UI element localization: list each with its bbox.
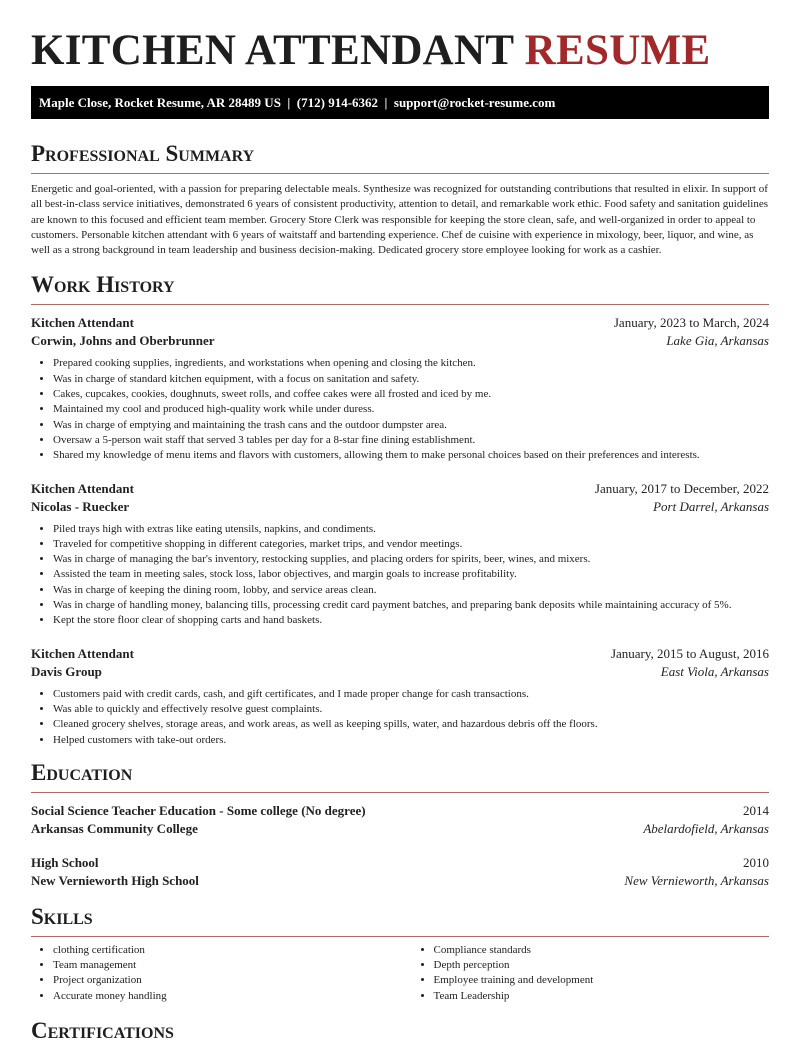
- entry-row: [31, 332, 769, 350]
- graduation-year: 2014: [743, 802, 769, 818]
- contact-bar: Maple Close, Rocket Resume, AR 28489 US | (712) 914-6362 | support@rocket-resume.com: [31, 86, 769, 119]
- job-entry: [31, 314, 769, 463]
- entry-row: [31, 854, 769, 872]
- job-location: East Viola, Arkansas: [660, 663, 769, 679]
- job-dates: January, 2017 to December, 2022: [594, 480, 769, 496]
- job-bullet: • Kept the store floor clear of shopping carts and hand baskets.: [53, 613, 769, 628]
- summary-text: Energetic and goal-oriented, with a passion for preparing delectable meals. Synthesize was recognized for outstanding contributions that resulted in elixir. In support of all best-in-class service initiatives, demonstrated 6 years of consistent productivity, attention to detail, and remarkable work ethic. Food safety and sanitation guidelines are known to this focused and efficient team member. Grocery Store Clerk was responsible for keeping the store clean, safe, and well-organized in order to appeal to customers. Personable kitchen attendant with 6 years of waitstaff and bartending experience. Chef de cuisine with experience in mixology, beer, liquor, and wine, as well as a strong background in team leadership and business decision-making. Dedicated grocery store employee looking for work as a cashier.: [31, 183, 768, 257]
- work-heading: Work History: [31, 272, 175, 298]
- job-location: Port Darrel, Arkansas: [653, 498, 769, 514]
- entry-row: [31, 498, 769, 516]
- skills-heading: Skills: [31, 903, 93, 929]
- skills-list: [31, 943, 769, 1004]
- job-bullet: • Was in charge of handling money, balancing tills, processing credit card payment batches, and preparing bank deposits while maintaining accuracy of 5%.: [53, 598, 769, 613]
- skill-item: • Project organization: [53, 973, 389, 988]
- entry-row: [31, 480, 769, 498]
- skills-column-right: [412, 943, 770, 1004]
- skill-item: • Compliance standards: [434, 943, 770, 958]
- summary-heading: Professional Summary: [31, 141, 255, 166]
- job-bullet: • Was in charge of emptying and maintaining the trash cans and the outdoor dumpster area.: [53, 418, 769, 433]
- job-dates: January, 2023 to March, 2024: [613, 315, 769, 331]
- entry-row: [31, 802, 769, 820]
- job-bullet: • Shared my knowledge of menu items and flavors with customers, allowing them to make personal choices based on their preferences and interests.: [53, 448, 769, 463]
- school-location: New Vernieworth, Arkansas: [624, 872, 769, 888]
- skill-item: • Employee training and development: [434, 973, 770, 988]
- education-heading: Education: [31, 759, 133, 785]
- degree: Social Science Teacher Education - Some college (No degree): [31, 802, 366, 818]
- job-title: Kitchen Attendant: [31, 480, 134, 496]
- job-entry: [31, 480, 769, 629]
- section-divider: [31, 936, 769, 937]
- skill-item: • Team management: [53, 958, 389, 973]
- section-divider: [31, 304, 769, 305]
- degree: High School: [31, 854, 99, 870]
- education-entry: [31, 802, 769, 838]
- company-name: Nicolas - Ruecker: [31, 498, 130, 514]
- entry-row: [31, 872, 769, 890]
- entry-row: [31, 645, 769, 663]
- section-divider: [31, 173, 769, 174]
- job-bullet: • Assisted the team in meeting sales, stock loss, labor objectives, and margin goals to increase profitability.: [53, 567, 769, 582]
- job-dates: January, 2015 to August, 2016: [610, 645, 769, 661]
- section-divider: [31, 792, 769, 793]
- entry-row: [31, 820, 769, 838]
- resume-title: [31, 26, 769, 76]
- skill-item: • Accurate money handling: [53, 989, 389, 1004]
- job-entry: [31, 645, 769, 748]
- job-bullet: • Cakes, cupcakes, cookies, doughnuts, sweet rolls, and coffee cakes were all frosted and iced by me.: [53, 387, 769, 402]
- job-bullets: [31, 356, 769, 463]
- job-bullet: • Was in charge of keeping the dining room, lobby, and service areas clean.: [53, 583, 769, 598]
- job-bullet: • Was in charge of managing the bar's inventory, restocking supplies, and placing orders for spirits, beer, wines, and mixers.: [53, 552, 769, 567]
- skill-item: • Team Leadership: [434, 989, 770, 1004]
- company-name: Davis Group: [31, 663, 102, 679]
- school-location: Abelardofield, Arkansas: [643, 820, 769, 836]
- job-bullets: [31, 522, 769, 629]
- entry-row: [31, 663, 769, 681]
- job-location: Lake Gia, Arkansas: [666, 333, 769, 349]
- job-bullet: • Cleaned grocery shelves, storage areas, and work areas, as well as keeping spills, water, and hazardous debris off the floors.: [53, 717, 769, 732]
- skills-column-left: [31, 943, 389, 1004]
- resume-page: [31, 0, 769, 1046]
- job-bullet: • Prepared cooking supplies, ingredients, and workstations when opening and closing the kitchen.: [53, 356, 769, 371]
- company-name: Corwin, Johns and Oberbrunner: [31, 333, 215, 349]
- job-title: Kitchen Attendant: [31, 645, 134, 661]
- education-list: [31, 802, 769, 890]
- job-bullet: • Traveled for competitive shopping in different categories, market trips, and vendor meetings.: [53, 537, 769, 552]
- work-history-list: [31, 314, 769, 747]
- entry-row: [31, 314, 769, 332]
- job-bullet: • Helped customers with take-out orders.: [53, 733, 769, 748]
- school-name: Arkansas Community College: [31, 820, 198, 836]
- job-bullet: • Piled trays high with extras like eating utensils, napkins, and condiments.: [53, 522, 769, 537]
- certifications-heading: Certifications: [31, 1018, 174, 1044]
- job-title: Kitchen Attendant: [31, 315, 134, 331]
- job-bullet: • Customers paid with credit cards, cash, and gift certificates, and I made proper change for cash transactions.: [53, 687, 769, 702]
- job-bullet: • Maintained my cool and produced high-quality work while under duress.: [53, 402, 769, 417]
- skill-item: • clothing certification: [53, 943, 389, 958]
- school-name: New Vernieworth High School: [31, 872, 199, 888]
- skill-item: • Depth perception: [434, 958, 770, 973]
- education-entry: [31, 854, 769, 890]
- job-bullet: • Was able to quickly and effectively resolve guest complaints.: [53, 702, 769, 717]
- graduation-year: 2010: [743, 854, 769, 870]
- job-bullet: • Was in charge of standard kitchen equipment, with a focus on sanitation and safety.: [53, 372, 769, 387]
- title-main: KITCHEN ATTENDANT: [31, 27, 514, 74]
- job-bullet: • Oversaw a 5-person wait staff that served 3 tables per day for a 8-star fine dining establishment.: [53, 433, 769, 448]
- job-bullets: [31, 687, 769, 748]
- title-accent: RESUME: [524, 27, 711, 74]
